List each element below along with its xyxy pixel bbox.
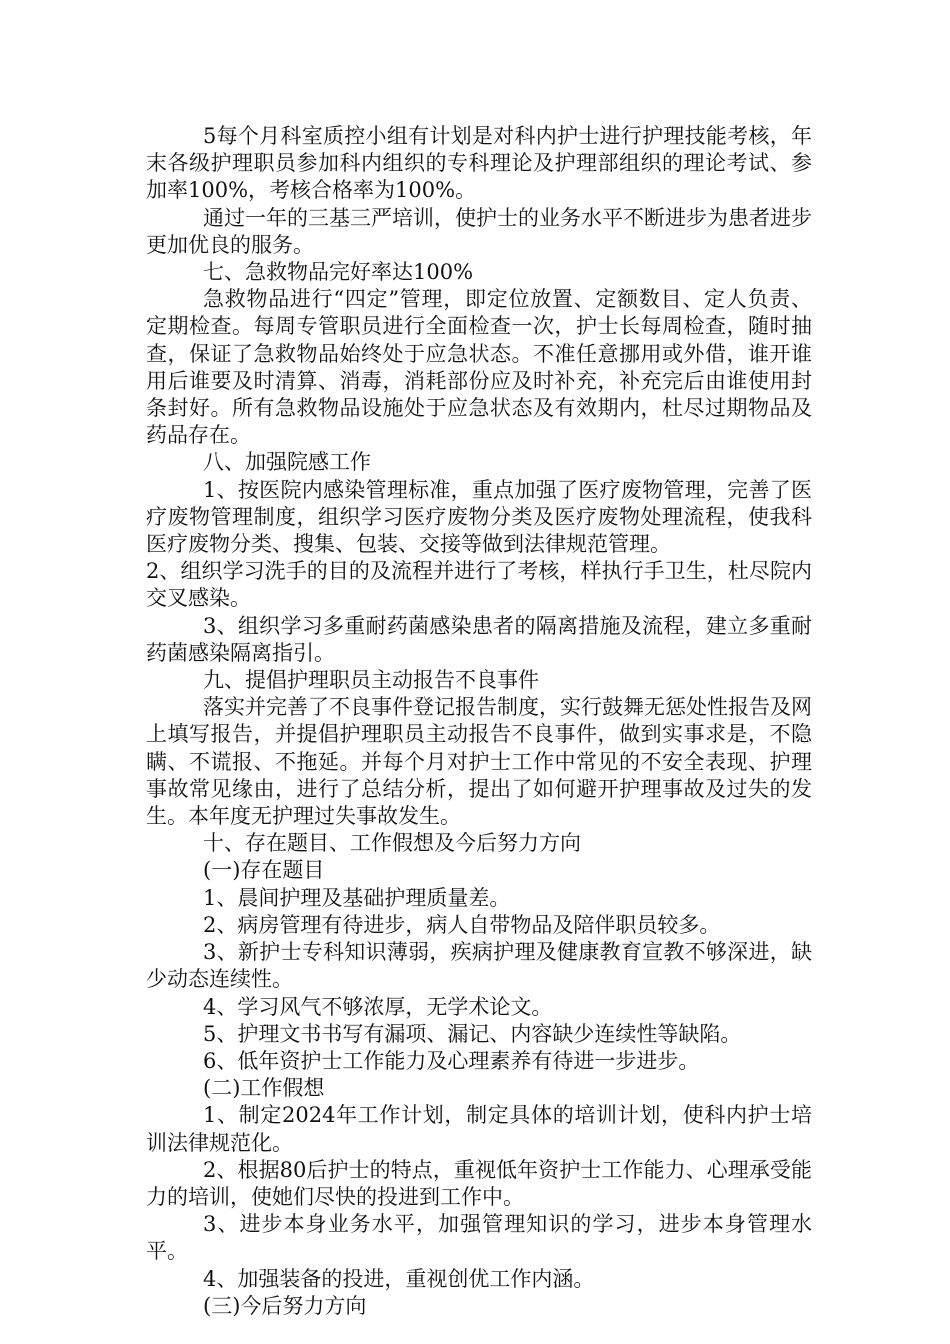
- list-item-problem-6: 6、低年资护士工作能力及心理素养有待进一步进步。: [203, 1048, 700, 1073]
- list-item-plan-4: 4、加强装备的投进，重视创优工作内涵。: [203, 1266, 595, 1291]
- section-heading-8: 八、加强院感工作: [203, 450, 371, 475]
- paragraph-adverse-events: 落实并完善了不良事件登记报告制度，实行鼓舞无惩处性报告及网上填写报告，并提倡护理职员主动报告不良事件，做到实事求是，不隐瞒、不谎报、不拖延。并每个月对护士工作中常见的不安全表现、护理事故常见缘由，进行了总结分析，提出了如何避开护理事故及过失的发生。本年度无护理过失事故发生。: [146, 695, 812, 829]
- list-item-plan-3: 3、进步本身业务水平，加强管理知识的学习，进步本身管理水平。: [146, 1212, 812, 1264]
- subheading-future-direction: (三)今后努力方向: [203, 1293, 367, 1318]
- list-item-problem-1: 1、晨间护理及基础护理质量差。: [203, 885, 511, 910]
- subheading-plans: (二)工作假想: [203, 1076, 325, 1101]
- paragraph-emergency-supplies: 急救物品进行“四定”管理，即定位放置、定额数目、定人负责、定期检查。每周专管职员进行全面检查一次，护士长每周检查，随时抽查，保证了急救物品始终处于应急状态。不准任意挪用或外借，谁开谁用后谁要及时清算、消毒，消耗部份应及时补充，补充完后由谁使用封条封好。所有急救物品设施处于应急状态及有效期内，杜尽过期物品及药品存在。: [146, 287, 812, 448]
- list-item-plan-1: 1、制定2024年工作计划，制定具体的培训计划，使科内护士培训法律规范化。: [146, 1103, 812, 1155]
- list-item-problem-5: 5、护理文书书写有漏项、漏记、内容缺少连续性等缺陷。: [203, 1021, 742, 1046]
- subheading-problems: (一)存在题目: [203, 858, 325, 883]
- paragraph-infection-item-2: 2、组织学习洗手的目的及流程并进行了考核，样执行手卫生，杜尽院内交叉感染。: [146, 559, 812, 611]
- paragraph-skill-assessment: 5每个月科室质控小组有计划是对科内护士进行护理技能考核，年末各级护理职员参加科内组织的专科理论及护理部组织的理论考试、参加率100%，考核合格率为100%。: [146, 124, 812, 203]
- section-heading-7: 七、急救物品完好率达100%: [203, 260, 474, 285]
- paragraph-training-result: 通过一年的三基三严培训，使护士的业务水平不断进步为患者进步更加优良的服务。: [146, 205, 812, 257]
- list-item-problem-4: 4、学习风气不够浓厚，无学术论文。: [203, 994, 553, 1019]
- list-item-problem-3: 3、新护士专科知识薄弱，疾病护理及健康教育宣教不够深进，缺少动态连续性。: [146, 940, 812, 992]
- section-heading-9: 九、提倡护理职员主动报告不良事件: [203, 668, 539, 693]
- paragraph-infection-item-1: 1、按医院内感染管理标准，重点加强了医疗废物管理，完善了医疗废物管理制度，组织学习医疗废物分类及医疗废物处理流程，使我科医疗废物分类、搜集、包装、交接等做到法律规范管理。: [146, 477, 812, 557]
- document-body: [146, 123, 812, 1320]
- list-item-plan-2: 2、根据80后护士的特点，重视低年资护士工作能力、心理承受能力的培训，使她们尽快的投进到工作中。: [146, 1157, 812, 1209]
- paragraph-infection-item-3: 3、组织学习多重耐药菌感染患者的隔离措施及流程，建立多重耐药菌感染隔离指引。: [146, 613, 812, 665]
- list-item-problem-2: 2、病房管理有待进步，病人自带物品及陪伴职员较多。: [203, 912, 721, 937]
- section-heading-10: 十、存在题目、工作假想及今后努力方向: [203, 831, 581, 856]
